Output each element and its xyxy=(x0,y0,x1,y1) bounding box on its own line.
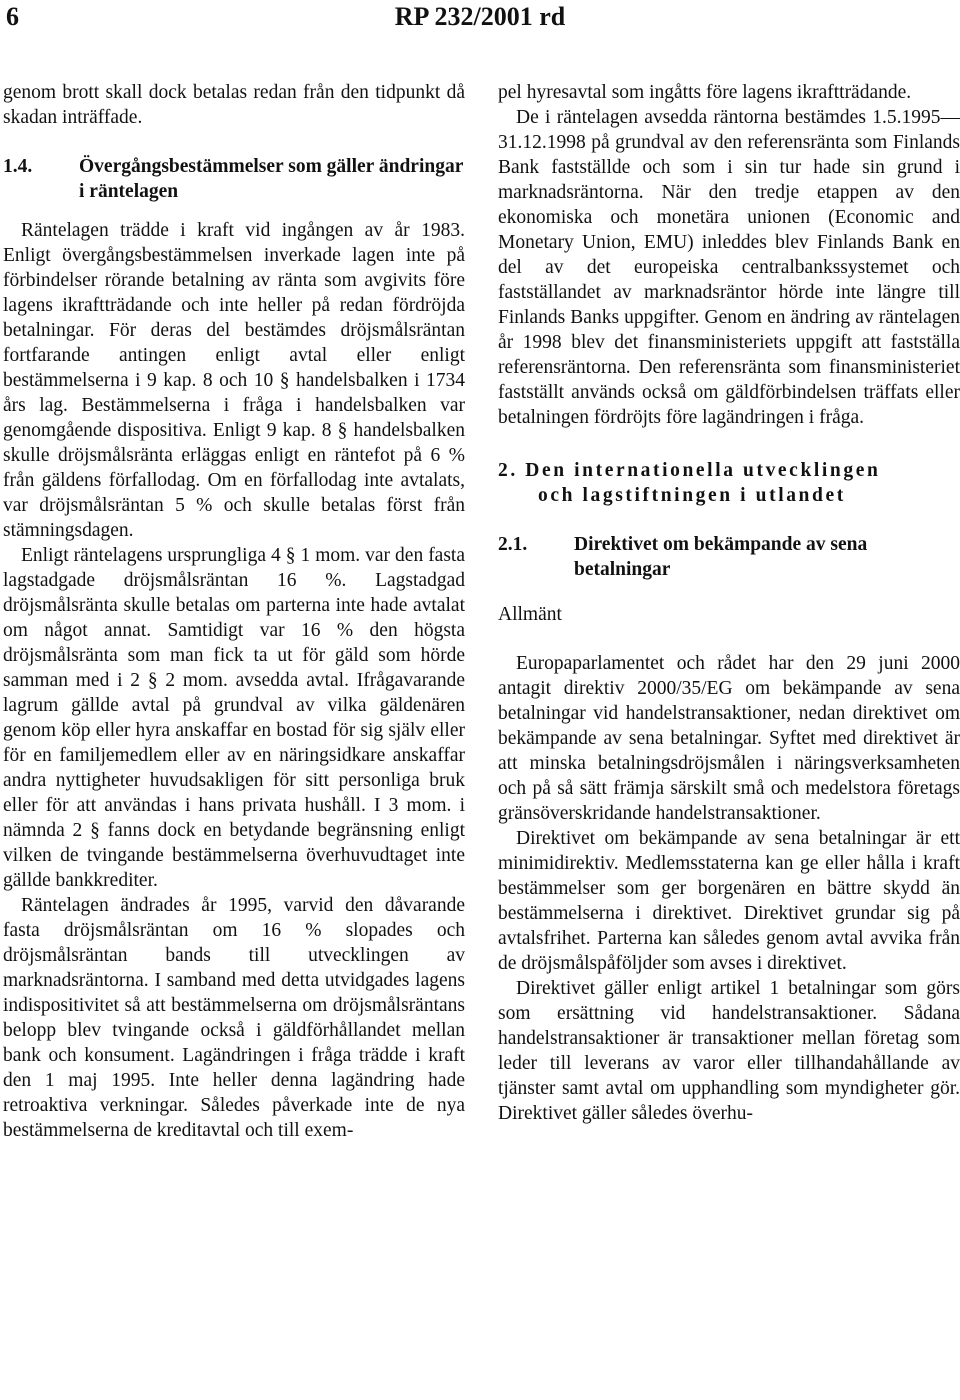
paragraph: Räntelagen ändrades år 1995, varvid den dåvarande fasta dröjsmålsräntan om 16 % slopades och dröjsmålsräntan bands till utvecklingen av marknadsräntorna. I samband med detta utvidgades lagens indispositivitet så att bestämmelserna om dröjsmålsräntans belopp blev tvingande också i gäldförhållandet mellan bank och konsument. Lagändringen i fråga trädde i kraft den 1 maj 1995. Inte heller denna lagändring hade retroaktiva verkningar. Således påverkade inte de nya bestämmelserna de kreditavtal och till exem- xyxy=(3,895,465,1141)
subheading: Allmänt xyxy=(498,604,562,625)
chapter-heading-line: och lagstiftningen i utlandet xyxy=(538,485,846,506)
paragraph: Direktivet gäller enligt artikel 1 betalningar som görs som ersättning vid handelstransaktioner. Sådana handelstransaktioner är transaktioner mellan företag som leder till leverans av varor eller tillhandahållande av tjänster samt avtal om upphandling som myndigheter gör. Direktivet gäller således överhu- xyxy=(498,978,960,1124)
paragraph: Räntelagen trädde i kraft vid ingången av år 1983. Enligt övergångsbestämmelsen inverkade lagen inte på förbindelser rörande betalning av ränta som avgivits före lagens ikraftträdande och inte heller på redan fördröjda betalningar. För deras del bestämdes dröjsmålsräntan fortfarande antingen enligt avtal eller enligt bestämmelserna i 9 kap. 8 och 10 § handelsbalken i 1734 års lag. Bestämmelserna i fråga i handelsbalken var genomgående dispositiva. Enligt 9 kap. 8 § handelsbalken skulle dröjsmålsränta erläggas enligt en räntefot på 6 % från gäldens förfallodag. Om en förfallodag inte avtalats, var dröjsmålsräntan 5 % och skulle betalas först från stämningsdagen. xyxy=(3,220,465,541)
paragraph: Europaparlamentet och rådet har den 29 juni 2000 antagit direktiv 2000/35/EG om bekämpande av sena betalningar vid handelstransaktioner, nedan direktivet om bekämpande av sena betalningar. Syftet med direktivet är att minska betalningsdröjsmålen i näringsverksamheten och på så sätt främja särskilt små och medelstora företags gränsöverskridande handelstransaktioner. xyxy=(498,653,960,824)
paragraph: Enligt räntelagens ursprungliga 4 § 1 mom. var den fasta lagstadgade dröjsmålsräntan 16 %. Lagstadgad dröjsmålsränta skulle betalas om parterna inte hade avtalat om något annat. Samtidigt var 16 % den högsta dröjsmålsränta som man fick ta ut för gäld som hörde samman med i 2 § 2 mom. avsedda avtal. Ifrågavarande lagrum gällde avtal på grundval av vilka gäldenären genom köp eller hyra anskaffar en bostad för sig själv eller för en familjemedlem eller av en näringsidkare anskaffar andra nyttigheter huvudsakligen för sitt personliga bruk eller för att användas i hans privata hushåll. I 3 mom. i nämnda 2 § fanns dock en betydande begränsning enligt vilken de tvingande bestämmelserna överhuvudtaget inte gällde bankkrediter. xyxy=(3,545,465,891)
chapter-heading-line: 2. Den internationella utvecklingen xyxy=(498,460,881,481)
section-title: Övergångsbestämmelser som gäller ändringar i räntelagen xyxy=(79,156,464,202)
section-heading-1-4 xyxy=(3,154,465,204)
page-number: 6 xyxy=(6,2,19,31)
page-header xyxy=(0,0,960,40)
paragraph: pel hyresavtal som ingåtts före lagens ikraftträdande. xyxy=(498,82,912,103)
paragraph: Direktivet om bekämpande av sena betalningar är ett minimidirektiv. Medlemsstaterna kan ge eller hålla i kraft bestämmelser som ger borgenären en bättre skydd än bestämmelserna i direktivet. Direktivet grundar sig på avtalsfrihet. Parterna kan således genom avtal avvika från de dröjsmålspåföljder som avses i direktivet. xyxy=(498,828,960,974)
chapter-heading-2 xyxy=(498,458,960,508)
section-title: Direktivet om bekämpande av sena betalningar xyxy=(574,534,868,580)
paragraph: De i räntelagen avsedda räntorna bestämdes 1.5.1995—31.12.1998 på grundval av den referensränta som Finlands Bank fastställde och som i sin tur hade sin grund i marknadsräntorna. När den tredje etappen av den ekonomiska och monetära unionen (Economic and Monetary Union, EMU) inleddes blev Finlands Bank en del av det europeiska centralbankssystemet och fastställandet av marknadsräntor hörde inte längre till Finlands Banks uppgifter. Genom en ändring av räntelagen år 1998 blev det finansministeriets uppgift att fastställa referensräntorna. Den referensränta som finansministeriet fastställt används också om gäldförbindelsen träffats eller betalningen fördröjts före lagändringen i fråga. xyxy=(498,107,960,428)
right-column xyxy=(498,80,960,1126)
section-number: 2.1. xyxy=(498,534,528,555)
section-heading-2-1 xyxy=(498,532,960,582)
left-column xyxy=(3,80,465,1143)
document-id: RP 232/2001 rd xyxy=(394,2,566,31)
section-number: 1.4. xyxy=(3,156,33,177)
paragraph: genom brott skall dock betalas redan från den tidpunkt då skadan inträffade. xyxy=(3,82,465,128)
